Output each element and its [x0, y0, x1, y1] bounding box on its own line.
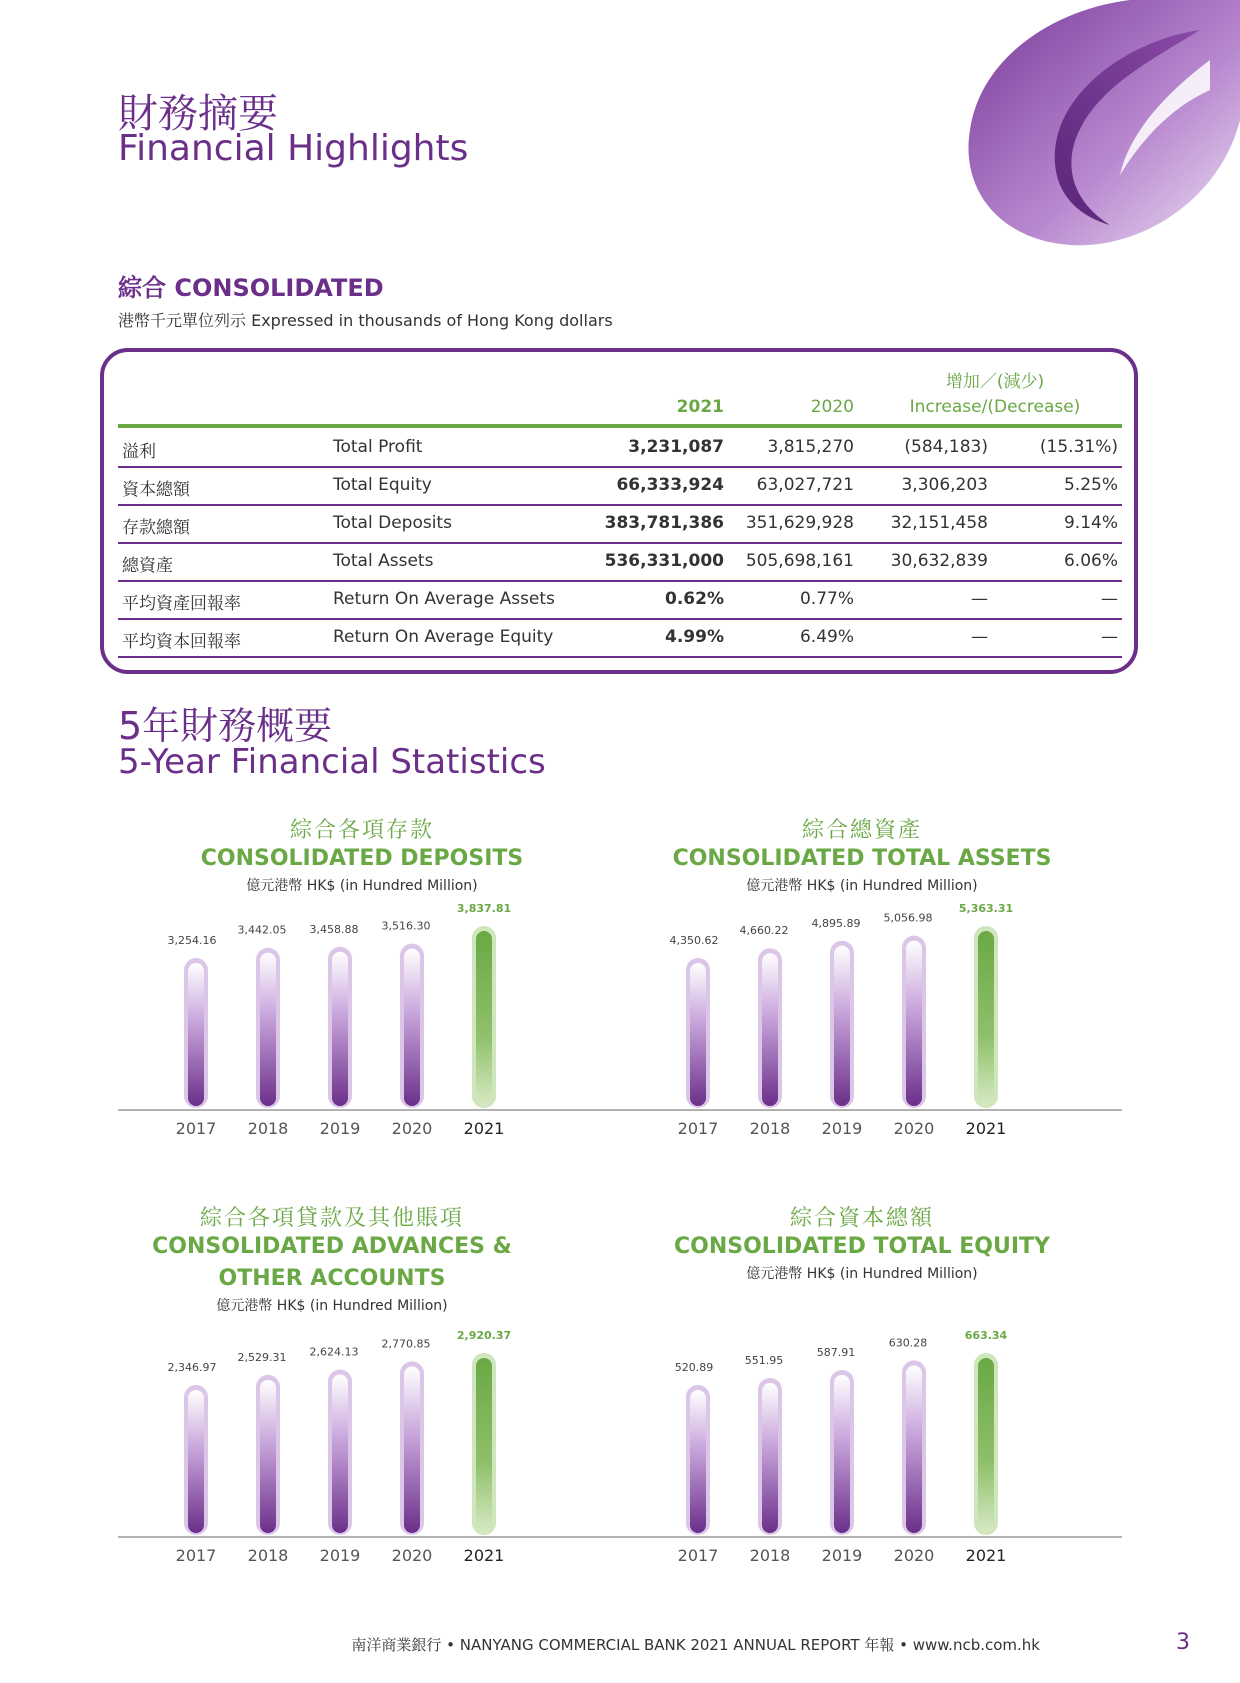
row-label-zh: 平均資本回報率 [122, 632, 241, 652]
chart-equity-unit: 億元港幣 HK$ (in Hundred Million) [746, 1266, 978, 1282]
chart-consolidated-total-equity [620, 1305, 1122, 1577]
bar-value-label: 520.89 [674, 1361, 714, 1374]
table-header-rule [118, 424, 1122, 428]
chart-advances-title-zh: 綜合各項貸款及其他賬項 [199, 1206, 464, 1231]
bar-2021 [476, 931, 492, 1106]
row-value-2020: 63,027,721 [756, 475, 854, 495]
x-tick-label: 2021 [463, 1119, 505, 1138]
chart-assets-title-zh: 綜合總資產 [801, 818, 922, 843]
chart-advances-title-en-line2: OTHER ACCOUNTS [218, 1266, 446, 1291]
x-tick-label: 2017 [677, 1546, 719, 1565]
row-value-2021: 383,781,386 [604, 513, 724, 533]
col-header-2020: 2020 [810, 397, 854, 417]
col-header-change-zh: 增加／(減少) [945, 372, 1045, 392]
bar-value-label: 4,895.89 [811, 916, 861, 930]
chart-assets-unit: 億元港幣 HK$ (in Hundred Million) [746, 878, 978, 894]
consolidated-section-title: 綜合 CONSOLIDATED [118, 274, 384, 302]
row-label-zh: 資本總額 [122, 480, 190, 500]
bar-2018 [762, 953, 778, 1106]
row-change-percent: 6.06% [1063, 551, 1118, 571]
bar-value-label: 5,056.98 [883, 911, 933, 925]
x-tick-label: 2019 [319, 1119, 361, 1138]
row-label-en: Return On Average Equity [333, 627, 554, 647]
bar-value-label: 663.34 [964, 1329, 1008, 1342]
x-tick-label: 2021 [965, 1546, 1007, 1565]
table-row-divider [118, 656, 1122, 658]
bar-2021 [978, 931, 994, 1106]
bar-2021 [476, 1358, 492, 1533]
row-label-en: Total Equity [333, 475, 432, 495]
bar-2018 [260, 1380, 276, 1533]
bar-value-label: 587.91 [816, 1345, 856, 1359]
x-tick-label: 2020 [391, 1119, 433, 1138]
row-label-en: Return On Average Assets [333, 589, 555, 609]
col-header-2021: 2021 [676, 397, 724, 417]
chart-assets-title-en: CONSOLIDATED TOTAL ASSETS [672, 846, 1052, 871]
bar-value-label: 4,660.22 [739, 924, 789, 938]
row-value-2021: 66,333,924 [616, 475, 724, 495]
x-tick-label: 2018 [247, 1546, 289, 1565]
x-tick-label: 2017 [175, 1119, 217, 1138]
bar-value-label: 5,363.31 [958, 902, 1014, 915]
x-tick-label: 2021 [463, 1546, 505, 1565]
x-tick-label: 2018 [247, 1119, 289, 1138]
row-label-zh: 平均資產回報率 [122, 594, 241, 614]
row-change-amount: 30,632,839 [890, 551, 988, 571]
five-year-title-zh: 5年財務概要 [118, 704, 333, 748]
bar-2019 [332, 1375, 348, 1533]
row-label-zh: 總資產 [122, 556, 173, 576]
bar-value-label: 3,516.30 [381, 919, 431, 933]
x-tick-label: 2020 [391, 1546, 433, 1565]
x-tick-label: 2018 [749, 1546, 791, 1565]
table-row-divider [118, 504, 1122, 506]
row-change-amount: — [971, 627, 988, 647]
bar-value-label: 551.95 [744, 1354, 784, 1368]
chart-advances-title-en-line1: CONSOLIDATED ADVANCES & [152, 1234, 512, 1259]
bar-value-label: 2,529.31 [237, 1350, 287, 1364]
bar-2017 [690, 1390, 706, 1533]
row-change-percent: 9.14% [1063, 513, 1118, 533]
row-value-2021: 3,231,087 [628, 437, 724, 457]
chart-consolidated-advances [118, 1305, 620, 1577]
bar-2018 [762, 1383, 778, 1533]
row-label-zh: 存款總額 [122, 518, 190, 538]
bar-value-label: 2,770.85 [381, 1337, 431, 1351]
row-label-en: Total Profit [333, 437, 423, 457]
row-value-2020: 505,698,161 [745, 551, 854, 571]
row-change-percent: — [1101, 627, 1118, 647]
bar-value-label: 2,920.37 [456, 1329, 512, 1342]
row-value-2020: 3,815,270 [767, 437, 854, 457]
bar-value-label: 3,837.81 [456, 902, 512, 915]
x-tick-label: 2018 [749, 1119, 791, 1138]
table-row-divider [118, 618, 1122, 620]
row-label-en: Total Deposits [333, 513, 452, 533]
x-tick-label: 2017 [677, 1119, 719, 1138]
bar-2017 [188, 963, 204, 1106]
chart-consolidated-total-assets [620, 880, 1122, 1150]
chart-deposits-unit: 億元港幣 HK$ (in Hundred Million) [246, 878, 478, 894]
x-tick-label: 2017 [175, 1546, 217, 1565]
col-header-change-en: Increase/(Decrease) [909, 397, 1081, 417]
bar-value-label: 3,254.16 [167, 934, 217, 947]
bar-2020 [906, 1365, 922, 1533]
bar-value-label: 3,442.05 [237, 923, 287, 937]
x-tick-label: 2019 [821, 1546, 863, 1565]
x-tick-label: 2020 [893, 1119, 935, 1138]
row-change-percent: (15.31%) [1039, 437, 1118, 457]
bar-2017 [690, 963, 706, 1106]
bar-2019 [834, 946, 850, 1106]
bar-2019 [332, 952, 348, 1106]
row-value-2021: 0.62% [665, 589, 724, 609]
row-change-amount: — [971, 589, 988, 609]
x-tick-label: 2019 [821, 1119, 863, 1138]
bar-value-label: 2,346.97 [167, 1361, 217, 1374]
table-row-divider [118, 466, 1122, 468]
row-value-2021: 536,331,000 [604, 551, 724, 571]
row-label-en: Total Assets [333, 551, 434, 571]
footer-text: 南洋商業銀行 • NANYANG COMMERCIAL BANK 2021 ANNUAL REPORT 年報 • www.ncb.com.hk [351, 1636, 1040, 1654]
row-value-2021: 4.99% [665, 627, 724, 647]
x-tick-label: 2021 [965, 1119, 1007, 1138]
ncb-logo-graphic [960, 0, 1240, 255]
row-value-2020: 6.49% [799, 627, 854, 647]
chart-equity-title-en: CONSOLIDATED TOTAL EQUITY [674, 1234, 1050, 1259]
bar-2019 [834, 1375, 850, 1533]
row-value-2020: 0.77% [799, 589, 854, 609]
row-value-2020: 351,629,928 [745, 513, 854, 533]
chart-advances-unit: 億元港幣 HK$ (in Hundred Million) [216, 1298, 448, 1314]
bar-2020 [404, 949, 420, 1106]
bar-value-label: 3,458.88 [309, 922, 359, 936]
page-title-en: Financial Highlights [118, 128, 469, 169]
page-title-zh: 財務摘要 [118, 91, 278, 137]
bar-2017 [188, 1390, 204, 1533]
consolidated-section-note: 港幣千元單位列示 Expressed in thousands of Hong Kong dollars [118, 311, 613, 330]
row-change-amount: (584,183) [904, 437, 988, 457]
x-tick-label: 2019 [319, 1546, 361, 1565]
bar-2020 [906, 941, 922, 1106]
table-row-divider [118, 542, 1122, 544]
table-row-divider [118, 580, 1122, 582]
chart-consolidated-deposits [118, 880, 620, 1150]
row-change-amount: 32,151,458 [890, 513, 988, 533]
bar-value-label: 2,624.13 [309, 1345, 359, 1359]
x-tick-label: 2020 [893, 1546, 935, 1565]
row-change-percent: — [1101, 589, 1118, 609]
row-change-percent: 5.25% [1063, 475, 1118, 495]
bar-2018 [260, 953, 276, 1106]
chart-deposits-title-zh: 綜合各項存款 [289, 818, 434, 843]
page-number: 3 [1176, 1630, 1190, 1655]
row-label-zh: 溢利 [122, 442, 156, 462]
five-year-title-en: 5-Year Financial Statistics [118, 742, 546, 782]
bar-value-label: 4,350.62 [669, 934, 719, 947]
chart-deposits-title-en: CONSOLIDATED DEPOSITS [200, 846, 524, 871]
chart-equity-title-zh: 綜合資本總額 [789, 1206, 934, 1231]
bar-value-label: 630.28 [888, 1336, 928, 1350]
bar-2020 [404, 1366, 420, 1533]
row-change-amount: 3,306,203 [901, 475, 988, 495]
bar-2021 [978, 1358, 994, 1533]
